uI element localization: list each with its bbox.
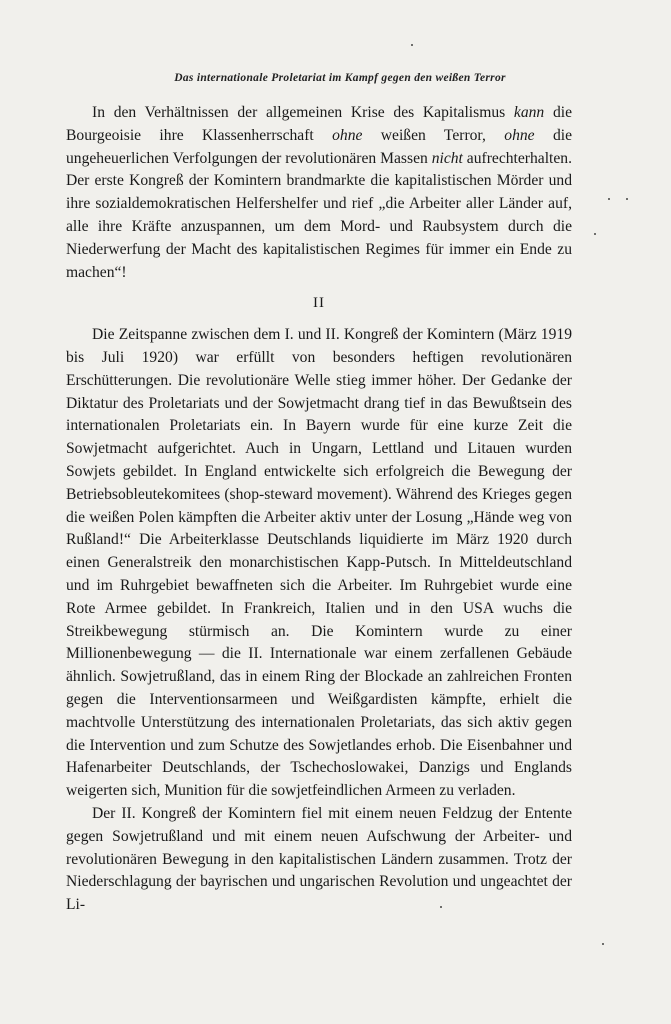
print-speck (602, 943, 604, 945)
paragraph-2: Die Zeitspanne zwischen dem I. und II. Kongreß der Komintern (März 1919 bis Juli 1920) war erfüllt von besonders heftigen revolutionären Erschütterungen. Die revolutionäre Welle stieg immer höher. Der Gedanke der Diktatur des Proletariats und der Sowjetmacht drang tief in das Bewußtsein des internationalen Proletariats ein. In Bayern wurde für eine kurze Zeit die Sowjetmacht aufgerichtet. Auch in Ungarn, Lettland und Litauen wurden Sowjets gebildet. In England entwickelte sich erfolgreich die Bewegung der Betriebsobleutekomitees (shop-steward movement). Während des Krieges gegen die weißen Polen kämpften die Arbeiter aktiv unter der Losung „Hände weg von Rußland!“ Die Arbeiterklasse Deutschlands liquidierte im März 1920 durch einen Generalstreik den monarchistischen Kapp-Putsch. In Mitteldeutschland und im Ruhrgebiet bewaffneten sich die Arbeiter. Im Ruhrgebiet wurde eine Rote Armee gebildet. In Frankreich, Italien und in den USA wuchs die Streikbewegung stürmisch an. Die Komintern wurde zu einer Millionenbewegung — die II. Internationale war einem zerfallenen Gebäude ähnlich. Sowjetrußland, das in einem Ring der Blockade an zahlreichen Fronten gegen die Interventionsarmeen und Weißgardisten kämpfte, erhielt die machtvolle Unterstützung des internationalen Proletariats, das sich aktiv gegen die Intervention und zum Schutze des Sowjetlandes erhob. Die Eisenbahner und Hafenarbeiter Deutschlands, der Tschechoslowakei, Danzigs und Englands weigerten sich, Munition für die sowjetfeindlichen Armeen zu verladen. (66, 326, 572, 800)
emphasis: ohne (504, 126, 535, 144)
text-run: weißen Terror, (362, 126, 505, 144)
print-speck (440, 906, 442, 908)
print-speck (594, 233, 596, 235)
print-speck (411, 44, 413, 46)
body-text (66, 102, 572, 917)
text-run: die Bourgeoisie ihre Klassenherrschaft (66, 104, 572, 144)
emphasis: ohne (332, 126, 363, 144)
paragraph-1 (66, 102, 572, 284)
text-run: In den Verhältnissen der allgemeinen Krise des Kapitalismus (92, 104, 514, 121)
print-speck (608, 198, 610, 200)
running-head: Das internationale Proletariat im Kampf gegen den weißen Terror (174, 72, 506, 84)
section-number: II (313, 295, 325, 312)
print-speck (626, 198, 628, 200)
emphasis: kann (513, 104, 545, 121)
text-run: aufrechterhalten. Der erste Kongreß der Komintern brandmarkte die kapitalistischen Mörder und ihre sozialdemokratischen Helfershelfer und rief „die Arbeiter aller Länder auf, alle ihre Kräfte anzuspannen, um dem Mord- und Raubsystem durch die Niederwerfung der Macht des kapitalistischen Regimes für immer ein Ende zu machen“! (66, 149, 572, 281)
emphasis: nicht (431, 149, 463, 167)
text-run: die ungeheuerlichen Verfolgungen der revolutionären Massen (66, 126, 572, 167)
paragraph-3: Der II. Kongreß der Komintern fiel mit einem neuen Feldzug der Entente gegen Sowjetrußland und mit einem neuen Aufschwung der Arbeiter- und revolutionären Bewegung in den kapitalistischen Ländern zusammen. Trotz der Niederschlagung der bayrischen und ungarischen Revolution und ungeachtet der Li- (66, 804, 572, 914)
